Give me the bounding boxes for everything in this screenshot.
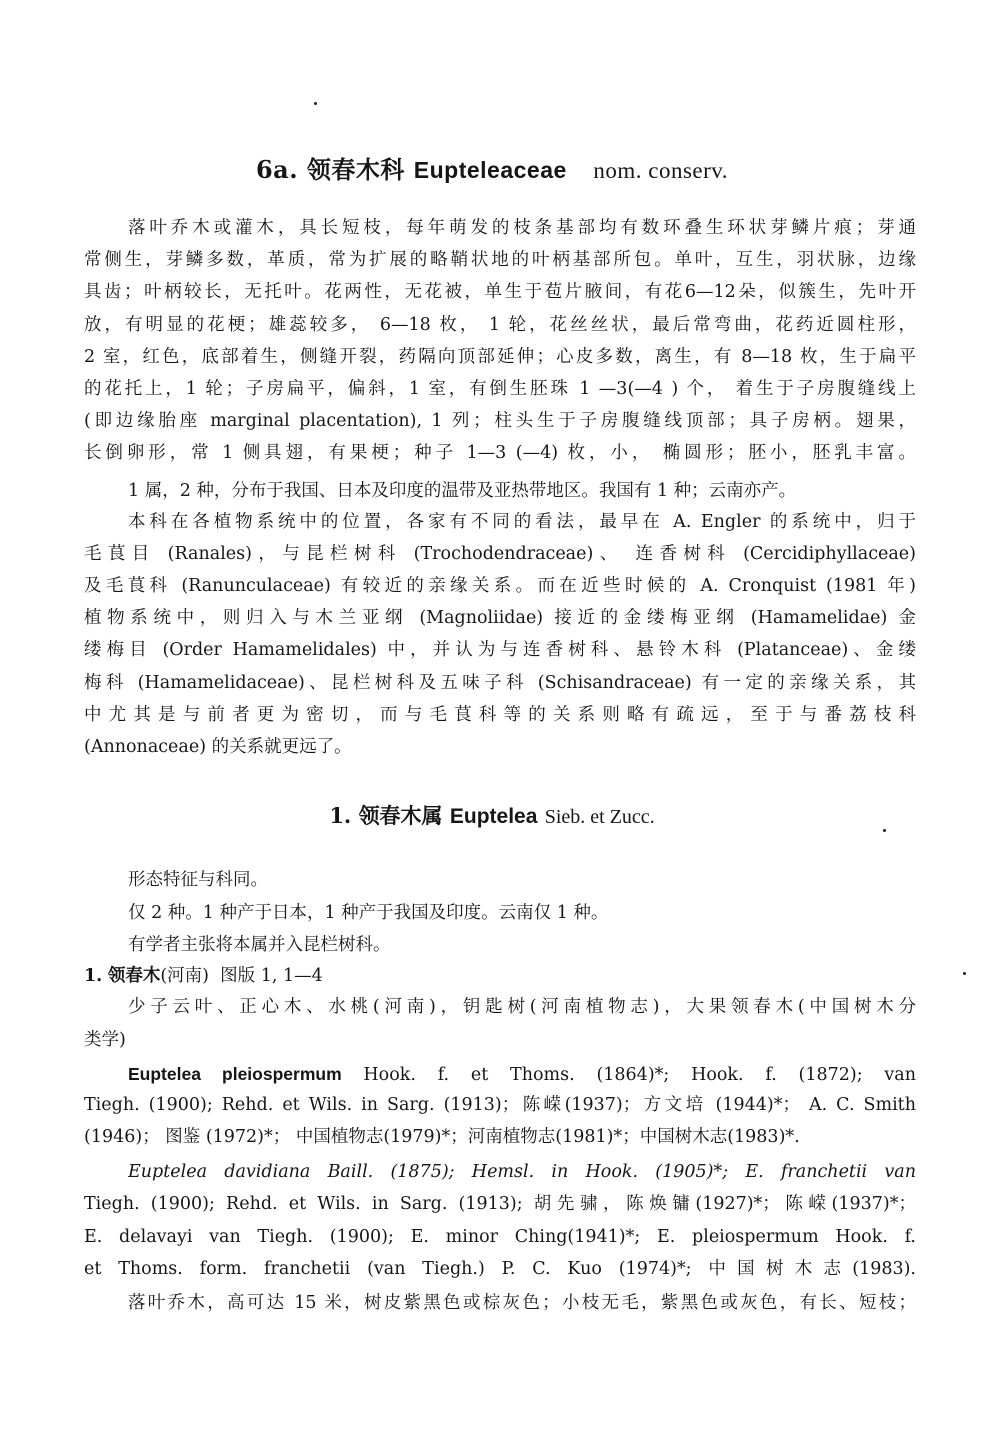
family-name-status: nom. conserv. (593, 158, 729, 183)
genus-number: 1. (329, 803, 352, 828)
genus-heading (0, 800, 984, 830)
family-description-line: 2 室，红色，底部着生，侧缝开裂，药隔向顶部延伸；心皮多数，离生，有 8—18 枚，生于扁平 (84, 347, 916, 367)
genus-chinese-name: 领春木属 (358, 803, 443, 828)
common-names-line: 类学) (84, 1030, 126, 1050)
synonym-line: E. delavayi van Tiegh. (1900); E. minor Ching(1941)*; E. pleiospermum Hook. f. (84, 1227, 916, 1247)
family-relations-line: 及毛茛科 (Ranunculaceae) 有较近的亲缘关系。而在近些时候的 A. Cronquist (1981 年) (84, 576, 916, 596)
family-relations-line: 本科在各植物系统中的位置，各家有不同的看法，最早在 A. Engler 的系统中，归于 (128, 512, 916, 532)
family-description-line: 放，有明显的花梗；雄蕊较多， 6—18 枚， 1 轮，花丝丝状，最后常弯曲，花药近圆柱形， (84, 315, 916, 335)
print-speck (963, 972, 966, 975)
accepted-name-line (128, 1063, 916, 1086)
citation-line: Tiegh. (1900); Rehd. et Wils. in Sarg. (1913)；陈嵘(1937)；方文培 (1944)*； A. C. Smith (84, 1095, 916, 1115)
genus-author: Sieb. et Zucc. (544, 806, 655, 828)
family-relations-line: 梅科 (Hamamelidaceae)、昆栏树科及五味子科 (Schisandraceae) 有一定的亲缘关系，其 (84, 673, 916, 693)
genus-text-line: 形态特征与科同。 (128, 870, 268, 890)
family-heading (0, 150, 984, 185)
family-chinese-name: 领春木科 (306, 155, 405, 184)
citation-text: Hook. f. et Thoms. (1864)*; Hook. f. (1872); van (363, 1065, 916, 1085)
citation-line: (1946)； 图鉴 (1972)*； 中国植物志(1979)*；河南植物志(1981)*；中国树木志(1983)*. (84, 1127, 800, 1147)
family-description-line: 落叶乔木或灌木，具长短枝，每年萌发的枝条基部均有数环叠生环状芽鳞片痕；芽通 (128, 218, 916, 238)
species-number: 1. (84, 966, 103, 986)
family-distribution: 1 属，2 种，分布于我国、日本及印度的温带及亚热带地区。我国有 1 种；云南亦产。 (128, 481, 797, 501)
synonym-line: Euptelea davidiana Baill. (1875); Hemsl. in Hook. (1905)*; E. franchetii van (128, 1162, 916, 1182)
family-relations-line: 缕梅目 (Order Hamamelidales) 中，并认为与连香树科、悬铃木科 (Platanceae)、金缕 (84, 640, 916, 660)
family-relations-line: 毛茛目 (Ranales)，与昆栏树科 (Trochodendraceae)、 连香树科 (Cercidiphyllaceae) (84, 544, 916, 564)
synonym-line: Tiegh. (1900); Rehd. et Wils. in Sarg. (1913); 胡先骕，陈焕镛(1927)*；陈嵘(1937)*； (84, 1194, 916, 1214)
species-locality: (河南) (160, 966, 210, 986)
family-relations-line: (Annonaceae) 的关系就更远了。 (84, 737, 352, 757)
species-description-line: 落叶乔木，高可达 15 米，树皮紫黑色或棕灰色；小枝无毛，紫黑色或灰色，有长、短枝； (128, 1293, 916, 1313)
family-description-line: 具齿；叶柄较长，无托叶。花两性，无花被，单生于苞片腋间，有花6—12朵，似簇生，先叶开 (84, 282, 916, 302)
genus-text-line: 有学者主张将本属并入昆栏树科。 (128, 935, 391, 955)
genus-text-line: 仅 2 种。1 种产于日本，1 种产于我国及印度。云南仅 1 种。 (128, 903, 609, 923)
family-latin-name: Eupteleaceae (413, 157, 567, 183)
family-description-line: 常侧生，芽鳞多数，革质，常为扩展的略鞘状地的叶柄基部所包。单叶，互生，羽状脉，边缘 (84, 250, 916, 270)
species-name: 领春木 (107, 966, 161, 986)
family-relations-line: 植物系统中，则归入与木兰亚纲 (Magnoliidae) 接近的金缕梅亚纲 (Hamamelidae) 金 (84, 608, 916, 628)
genus-latin-name: Euptelea (449, 805, 538, 828)
accepted-name: Euptelea pleiospermum (128, 1064, 342, 1084)
family-description-line: 的花托上，1 轮；子房扁平，偏斜，1 室，有倒生胚珠 1 —3(—4 ) 个， 着生于子房腹缝线上 (84, 379, 916, 399)
synonym-line: et Thoms. form. franchetii (van Tiegh.) P. C. Kuo (1974)*; 中国树木志(1983). (84, 1259, 916, 1279)
common-names-line: 少子云叶、正心木、水桃(河南)，钥匙树(河南植物志)，大果领春木(中国树木分 (128, 997, 916, 1017)
print-speck (314, 102, 317, 105)
family-relations-line: 中尤其是与前者更为密切，而与毛茛科等的关系则略有疏远，至于与番荔枝科 (84, 705, 916, 725)
species-heading (84, 965, 916, 987)
species-plate: 图版 1, 1—4 (220, 966, 323, 986)
family-description-line: (即边缘胎座 marginal placentation), 1 列；柱头生于子房腹缝线顶部；具子房柄。翅果， (84, 411, 916, 431)
family-description-line: 长倒卵形，常 1 侧具翅，有果梗；种子 1—3 (—4) 枚，小， 椭圆形；胚小，胚乳丰富。 (84, 443, 916, 463)
family-number: 6a. (255, 155, 299, 184)
